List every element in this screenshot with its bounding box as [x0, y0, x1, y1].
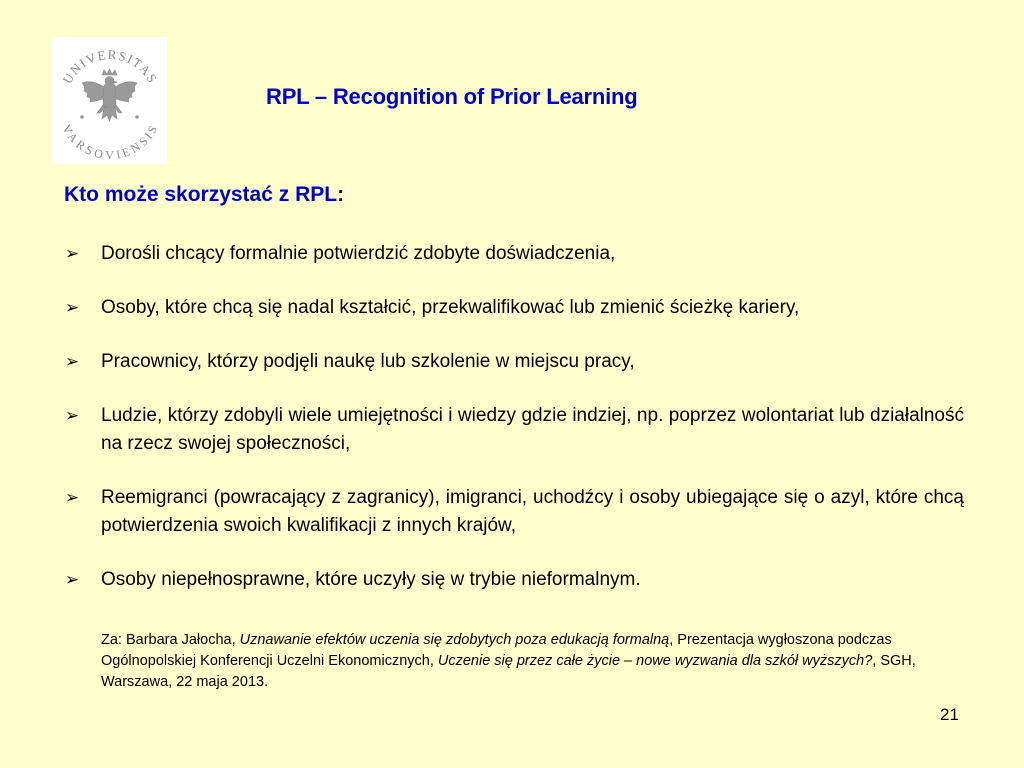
page-number: 21	[940, 705, 959, 724]
list-item-text: Pracownicy, którzy podjęli naukę lub szkolenie w miejscu pracy,	[101, 351, 635, 372]
arrowhead-bullet-icon: ➢	[65, 244, 80, 263]
list-item-text: Dorośli chcący formalnie potwierdzić zdobyte doświadczenia,	[101, 243, 616, 264]
arrowhead-bullet-icon: ➢	[65, 488, 80, 507]
citation-part-2: , Prezentacja wygłoszona podczas Ogólnopolskiej Konferencji Uczelni Ekonomicznych,	[101, 632, 892, 669]
list-item-text: Reemigranci (powracający z zagranicy), imigranci, uchodźcy i osoby ubiegające się o azyl, które chcą potwierdzenia swoich kwalifikacji z innych krajów,	[101, 487, 964, 536]
citation-note	[101, 630, 963, 693]
list-item	[64, 484, 964, 540]
list-item-text: Ludzie, którzy zdobyli wiele umiejętności i wiedzy gdzie indziej, np. poprzez wolontariat lub działalność na rzecz swojej społeczności,	[101, 405, 964, 454]
citation-part-3: , SGH, Warszawa, 22 maja 2013.	[101, 653, 916, 690]
svg-text:VARSOVIENSIS	[59, 122, 160, 162]
logo-text-bottom: VARSOVIENSIS	[59, 122, 161, 163]
arrowhead-bullet-icon: ➢	[65, 352, 80, 371]
logo-text-top: UNIVERSITAS	[59, 46, 161, 87]
list-item	[64, 240, 964, 268]
arrowhead-bullet-icon: ➢	[65, 570, 80, 589]
citation-title-2: Uczenie się przez całe życie – nowe wyzwania dla szkół wyższych?	[437, 653, 873, 669]
eagle-seal-icon	[52, 37, 167, 164]
list-item	[64, 566, 964, 594]
section-heading: Kto może skorzystać z RPL:	[64, 183, 345, 206]
arrowhead-bullet-icon: ➢	[65, 406, 80, 425]
list-item-text: Osoby niepełnosprawne, które uczyły się w trybie nieformalnym.	[101, 569, 641, 590]
bullet-list	[64, 240, 964, 620]
list-item	[64, 348, 964, 376]
list-item	[64, 294, 964, 322]
university-logo	[52, 37, 167, 164]
citation-title-1: Uznawanie efektów uczenia się zdobytych poza edukacją formalną	[239, 632, 670, 648]
slide-title: RPL – Recognition of Prior Learning	[266, 84, 638, 109]
list-item	[64, 402, 964, 458]
list-item-text: Osoby, które chcą się nadal kształcić, przekwalifikować lub zmienić ścieżkę kariery,	[101, 297, 800, 318]
citation-part-1: Za: Barbara Jałocha,	[101, 632, 240, 648]
arrowhead-bullet-icon: ➢	[65, 298, 80, 317]
